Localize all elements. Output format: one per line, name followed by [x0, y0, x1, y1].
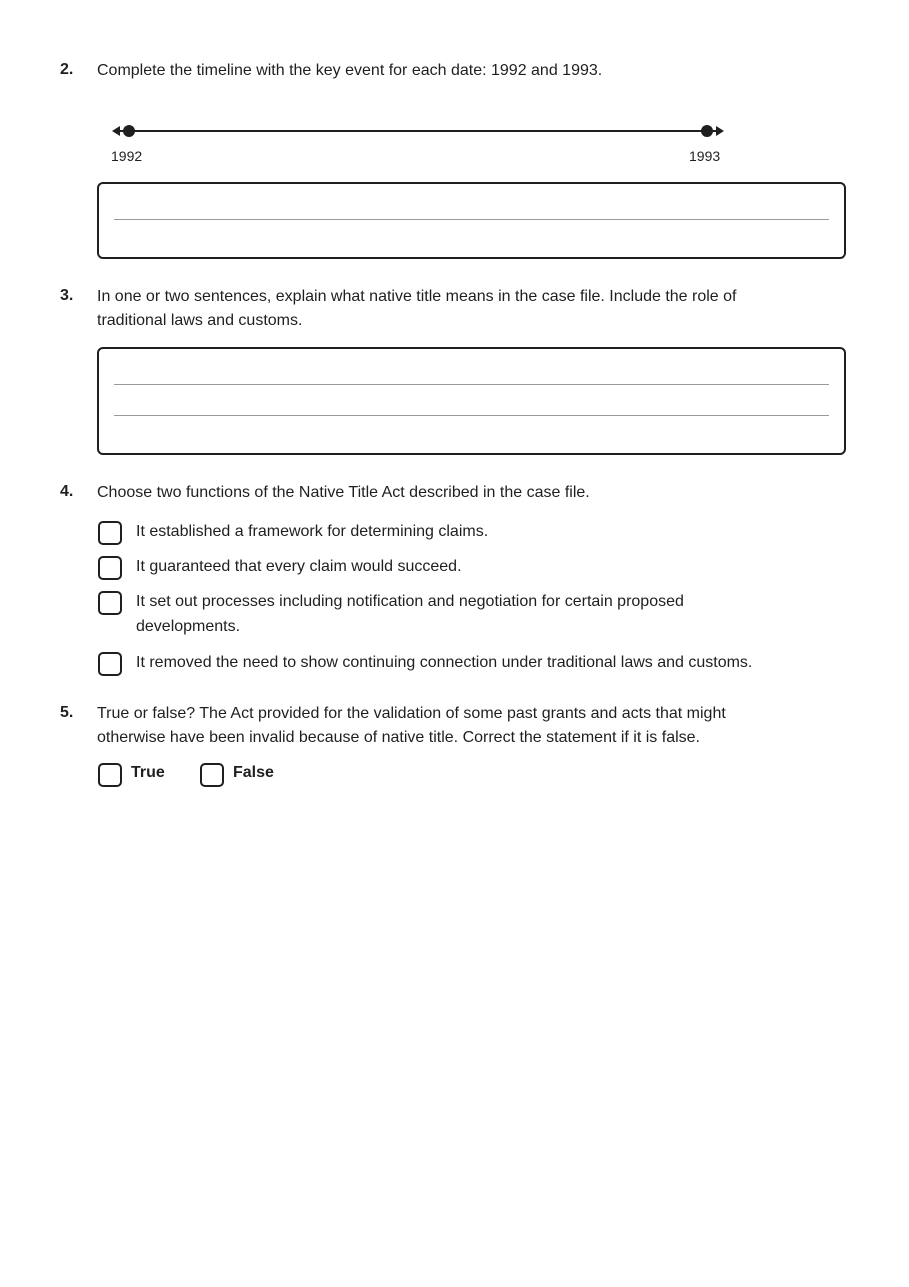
false-checkbox[interactable] — [200, 763, 224, 787]
timeline-marker-1993 — [701, 125, 713, 137]
option-4-label: It removed the need to show continuing connection under traditional laws and customs. — [136, 654, 753, 671]
question-3-number: 3. — [60, 287, 74, 304]
writing-line — [114, 384, 829, 385]
true-checkbox[interactable] — [98, 763, 122, 787]
timeline-end-arrow-icon — [716, 126, 724, 136]
question-2-answer-box[interactable] — [97, 182, 846, 259]
question-5-text-line-1: True or false? The Act provided for the validation of some past grants and acts that might — [97, 705, 726, 722]
question-5-number: 5. — [60, 704, 74, 721]
option-2-checkbox[interactable] — [98, 556, 122, 580]
option-3-checkbox[interactable] — [98, 591, 122, 615]
false-label: False — [233, 764, 274, 781]
writing-line — [114, 219, 829, 220]
question-4-text: Choose two functions of the Native Title Act described in the case file. — [97, 484, 590, 501]
question-2-text: Complete the timeline with the key event for each date: 1992 and 1993. — [97, 62, 603, 79]
timeline-label-1992: 1992 — [111, 148, 143, 164]
option-1-checkbox[interactable] — [98, 521, 122, 545]
writing-line — [114, 415, 829, 416]
question-2-number: 2. — [60, 61, 74, 78]
true-label: True — [131, 764, 165, 781]
question-3-text-line-1: In one or two sentences, explain what native title means in the case file. Include the role of — [97, 288, 737, 305]
option-4-checkbox[interactable] — [98, 652, 122, 676]
question-3-text-line-2: traditional laws and customs. — [97, 312, 303, 329]
option-2-label: It guaranteed that every claim would succeed. — [136, 558, 462, 575]
question-4-number: 4. — [60, 483, 74, 500]
timeline — [108, 120, 728, 144]
timeline-marker-1992 — [123, 125, 135, 137]
timeline-start-arrow-icon — [112, 126, 120, 136]
option-3-label-line-1: It set out processes including notification and negotiation for certain proposed — [136, 593, 684, 610]
option-3-label-line-2: developments. — [136, 618, 241, 635]
timeline-label-1993: 1993 — [689, 148, 721, 164]
question-3-answer-box[interactable] — [97, 347, 846, 455]
question-5-text-line-2: otherwise have been invalid because of native title. Correct the statement if it is false. — [97, 729, 700, 746]
option-1-label: It established a framework for determining claims. — [136, 523, 489, 540]
